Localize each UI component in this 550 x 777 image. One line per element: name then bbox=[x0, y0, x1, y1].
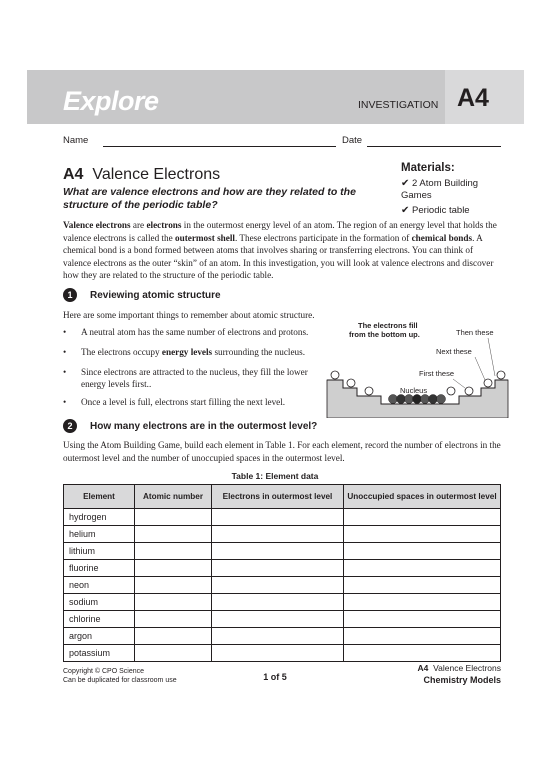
intro-text: in the outermost energy level of an atom. The region of an energy level that holds the valence electrons is called the bbox=[63, 220, 497, 243]
step-2-icon: 2 bbox=[63, 419, 77, 433]
investigation-label: INVESTIGATION bbox=[358, 99, 439, 111]
table-row bbox=[64, 594, 501, 611]
element-name-cell: chlorine bbox=[64, 611, 135, 628]
unoccupied-spaces-cell[interactable] bbox=[344, 628, 501, 645]
page-title bbox=[63, 166, 220, 184]
table-caption: Table 1: Element data bbox=[231, 471, 319, 481]
outer-electrons-cell[interactable] bbox=[212, 560, 344, 577]
term-chemical-bonds: chemical bonds bbox=[411, 232, 473, 243]
footer-title-text: Valence Electrons bbox=[433, 663, 501, 673]
footer-code: A4 bbox=[417, 663, 429, 673]
outer-electrons-cell[interactable] bbox=[212, 543, 344, 560]
outer-electrons-cell[interactable] bbox=[212, 611, 344, 628]
table-row bbox=[64, 628, 501, 645]
atomic-number-cell[interactable] bbox=[135, 509, 212, 526]
element-name-cell: sodium bbox=[64, 594, 135, 611]
column-header: Electrons in outermost level bbox=[212, 485, 344, 509]
materials-item-label: 2 Atom Building Games bbox=[401, 178, 479, 201]
title-code: A4 bbox=[63, 166, 84, 183]
unoccupied-spaces-cell[interactable] bbox=[344, 645, 501, 662]
book-title: Chemistry Models bbox=[423, 675, 501, 685]
diagram-label-then: Then these bbox=[456, 328, 494, 337]
pointer-line bbox=[475, 357, 485, 380]
column-header: Unoccupied spaces in outermost level bbox=[344, 485, 501, 509]
unoccupied-spaces-cell[interactable] bbox=[344, 560, 501, 577]
atomic-number-cell[interactable] bbox=[135, 611, 212, 628]
pointer-line bbox=[453, 379, 465, 388]
unoccupied-spaces-cell[interactable] bbox=[344, 543, 501, 560]
name-label: Name bbox=[63, 135, 89, 146]
term-electrons: electrons bbox=[146, 220, 182, 230]
page-number: 1 of 5 bbox=[263, 672, 287, 682]
atomic-number-cell[interactable] bbox=[135, 526, 212, 543]
table-header-row bbox=[64, 485, 501, 509]
materials-item bbox=[401, 205, 491, 217]
diagram-label-next: Next these bbox=[436, 347, 472, 356]
term-valence: Valence electrons bbox=[63, 220, 131, 230]
list-item: • Once a level is full, electrons start filling the next level. bbox=[63, 397, 286, 407]
outer-electrons-cell[interactable] bbox=[212, 594, 344, 611]
element-name-cell: argon bbox=[64, 628, 135, 645]
atomic-number-cell[interactable] bbox=[135, 560, 212, 577]
table-row bbox=[64, 543, 501, 560]
outer-electrons-cell[interactable] bbox=[212, 628, 344, 645]
atomic-number-cell[interactable] bbox=[135, 645, 212, 662]
duplication-note: Can be duplicated for classroom use bbox=[63, 677, 177, 684]
list-item: • The electrons occupy energy levels surrounding the nucleus. bbox=[63, 347, 306, 357]
title-text: Valence Electrons bbox=[92, 166, 221, 183]
section-title: Explore bbox=[63, 86, 159, 116]
footer-title bbox=[300, 663, 501, 673]
energy-level-diagram bbox=[325, 318, 510, 418]
name-field[interactable] bbox=[103, 146, 336, 147]
guiding-question: What are valence electrons and how are they related to the structure of the periodic table? bbox=[63, 186, 356, 211]
element-name-cell: lithium bbox=[64, 543, 135, 560]
date-field[interactable] bbox=[367, 146, 501, 147]
table-row bbox=[64, 526, 501, 543]
materials-item bbox=[401, 178, 491, 202]
outer-electrons-cell[interactable] bbox=[212, 577, 344, 594]
outer-electrons-cell[interactable] bbox=[212, 509, 344, 526]
step-1-icon: 1 bbox=[63, 288, 77, 302]
bullet-text: A neutral atom has the same number of electrons and protons. bbox=[81, 327, 309, 337]
atomic-number-cell[interactable] bbox=[135, 577, 212, 594]
outer-electrons-cell[interactable] bbox=[212, 645, 344, 662]
date-label: Date bbox=[342, 135, 363, 146]
table-row bbox=[64, 645, 501, 662]
column-header: Atomic number bbox=[135, 485, 212, 509]
bullet-text: Once a level is full, electrons start filling the next level. bbox=[81, 397, 286, 407]
materials-item-label: Periodic table bbox=[412, 205, 470, 216]
intro-text: . A chemical bond is a bond formed between atoms that involves sharing or transferring electrons. You can think of valence electrons as the outer “skin” of an atom. In this investigation, you will look at valence electrons and discover how they are related to the structure of the periodic table. bbox=[63, 232, 494, 281]
list-item: • A neutral atom has the same number of electrons and protons. bbox=[63, 327, 309, 337]
atomic-number-cell[interactable] bbox=[135, 628, 212, 645]
diagram-label-nucleus: Nucleus bbox=[400, 386, 428, 395]
outer-electrons-cell[interactable] bbox=[212, 526, 344, 543]
unoccupied-spaces-cell[interactable] bbox=[344, 611, 501, 628]
table-body bbox=[64, 509, 501, 662]
element-name-cell: helium bbox=[64, 526, 135, 543]
diagram-label-first: First these bbox=[419, 369, 455, 378]
check-icon: ✔ bbox=[401, 178, 410, 189]
intro-paragraph bbox=[63, 219, 501, 282]
materials-title: Materials: bbox=[401, 162, 455, 174]
element-name-cell: potassium bbox=[64, 645, 135, 662]
table-row bbox=[64, 509, 501, 526]
bullet-text: Since electrons are attracted to the nucleus, they fill the lower energy levels first.. bbox=[81, 367, 308, 389]
atomic-number-cell[interactable] bbox=[135, 543, 212, 560]
element-name-cell: fluorine bbox=[64, 560, 135, 577]
unoccupied-spaces-cell[interactable] bbox=[344, 509, 501, 526]
section-2-text: Using the Atom Building Game, build each element in Table 1. For each element, record the number of electrons in the outermost level and the number of unoccupied spaces in the outermost level. bbox=[63, 440, 501, 463]
bullet-text: surrounding the nucleus. bbox=[212, 347, 306, 357]
unoccupied-spaces-cell[interactable] bbox=[344, 577, 501, 594]
pointer-line bbox=[488, 338, 495, 376]
table-row bbox=[64, 560, 501, 577]
element-data-table bbox=[63, 484, 501, 662]
copyright: Copyright © CPO Science bbox=[63, 668, 145, 675]
bullet-text: The electrons occupy bbox=[81, 347, 162, 357]
term-outermost-shell: outermost shell bbox=[174, 232, 235, 243]
element-name-cell: hydrogen bbox=[64, 509, 135, 526]
diagram-label-fill: The electrons fill from the bottom up. bbox=[349, 321, 420, 339]
column-header: Element bbox=[64, 485, 135, 509]
table-row bbox=[64, 611, 501, 628]
investigation-code: A4 bbox=[457, 84, 489, 112]
atomic-number-cell[interactable] bbox=[135, 594, 212, 611]
section-2-heading: How many electrons are in the outermost level? bbox=[90, 421, 318, 432]
table-row bbox=[64, 577, 501, 594]
check-icon: ✔ bbox=[401, 205, 410, 216]
unoccupied-spaces-cell[interactable] bbox=[344, 594, 501, 611]
term-energy-levels: energy levels bbox=[161, 347, 213, 357]
intro-text: are bbox=[130, 220, 147, 230]
section-1-intro: Here are some important things to remember about atomic structure. bbox=[63, 310, 315, 320]
unoccupied-spaces-cell[interactable] bbox=[344, 526, 501, 543]
element-name-cell: neon bbox=[64, 577, 135, 594]
section-1-heading: Reviewing atomic structure bbox=[90, 290, 221, 301]
intro-text: . These electrons participate in the formation of bbox=[234, 232, 412, 243]
list-item: • Since electrons are attracted to the nucleus, they fill the lower energy levels first.. bbox=[63, 366, 333, 390]
